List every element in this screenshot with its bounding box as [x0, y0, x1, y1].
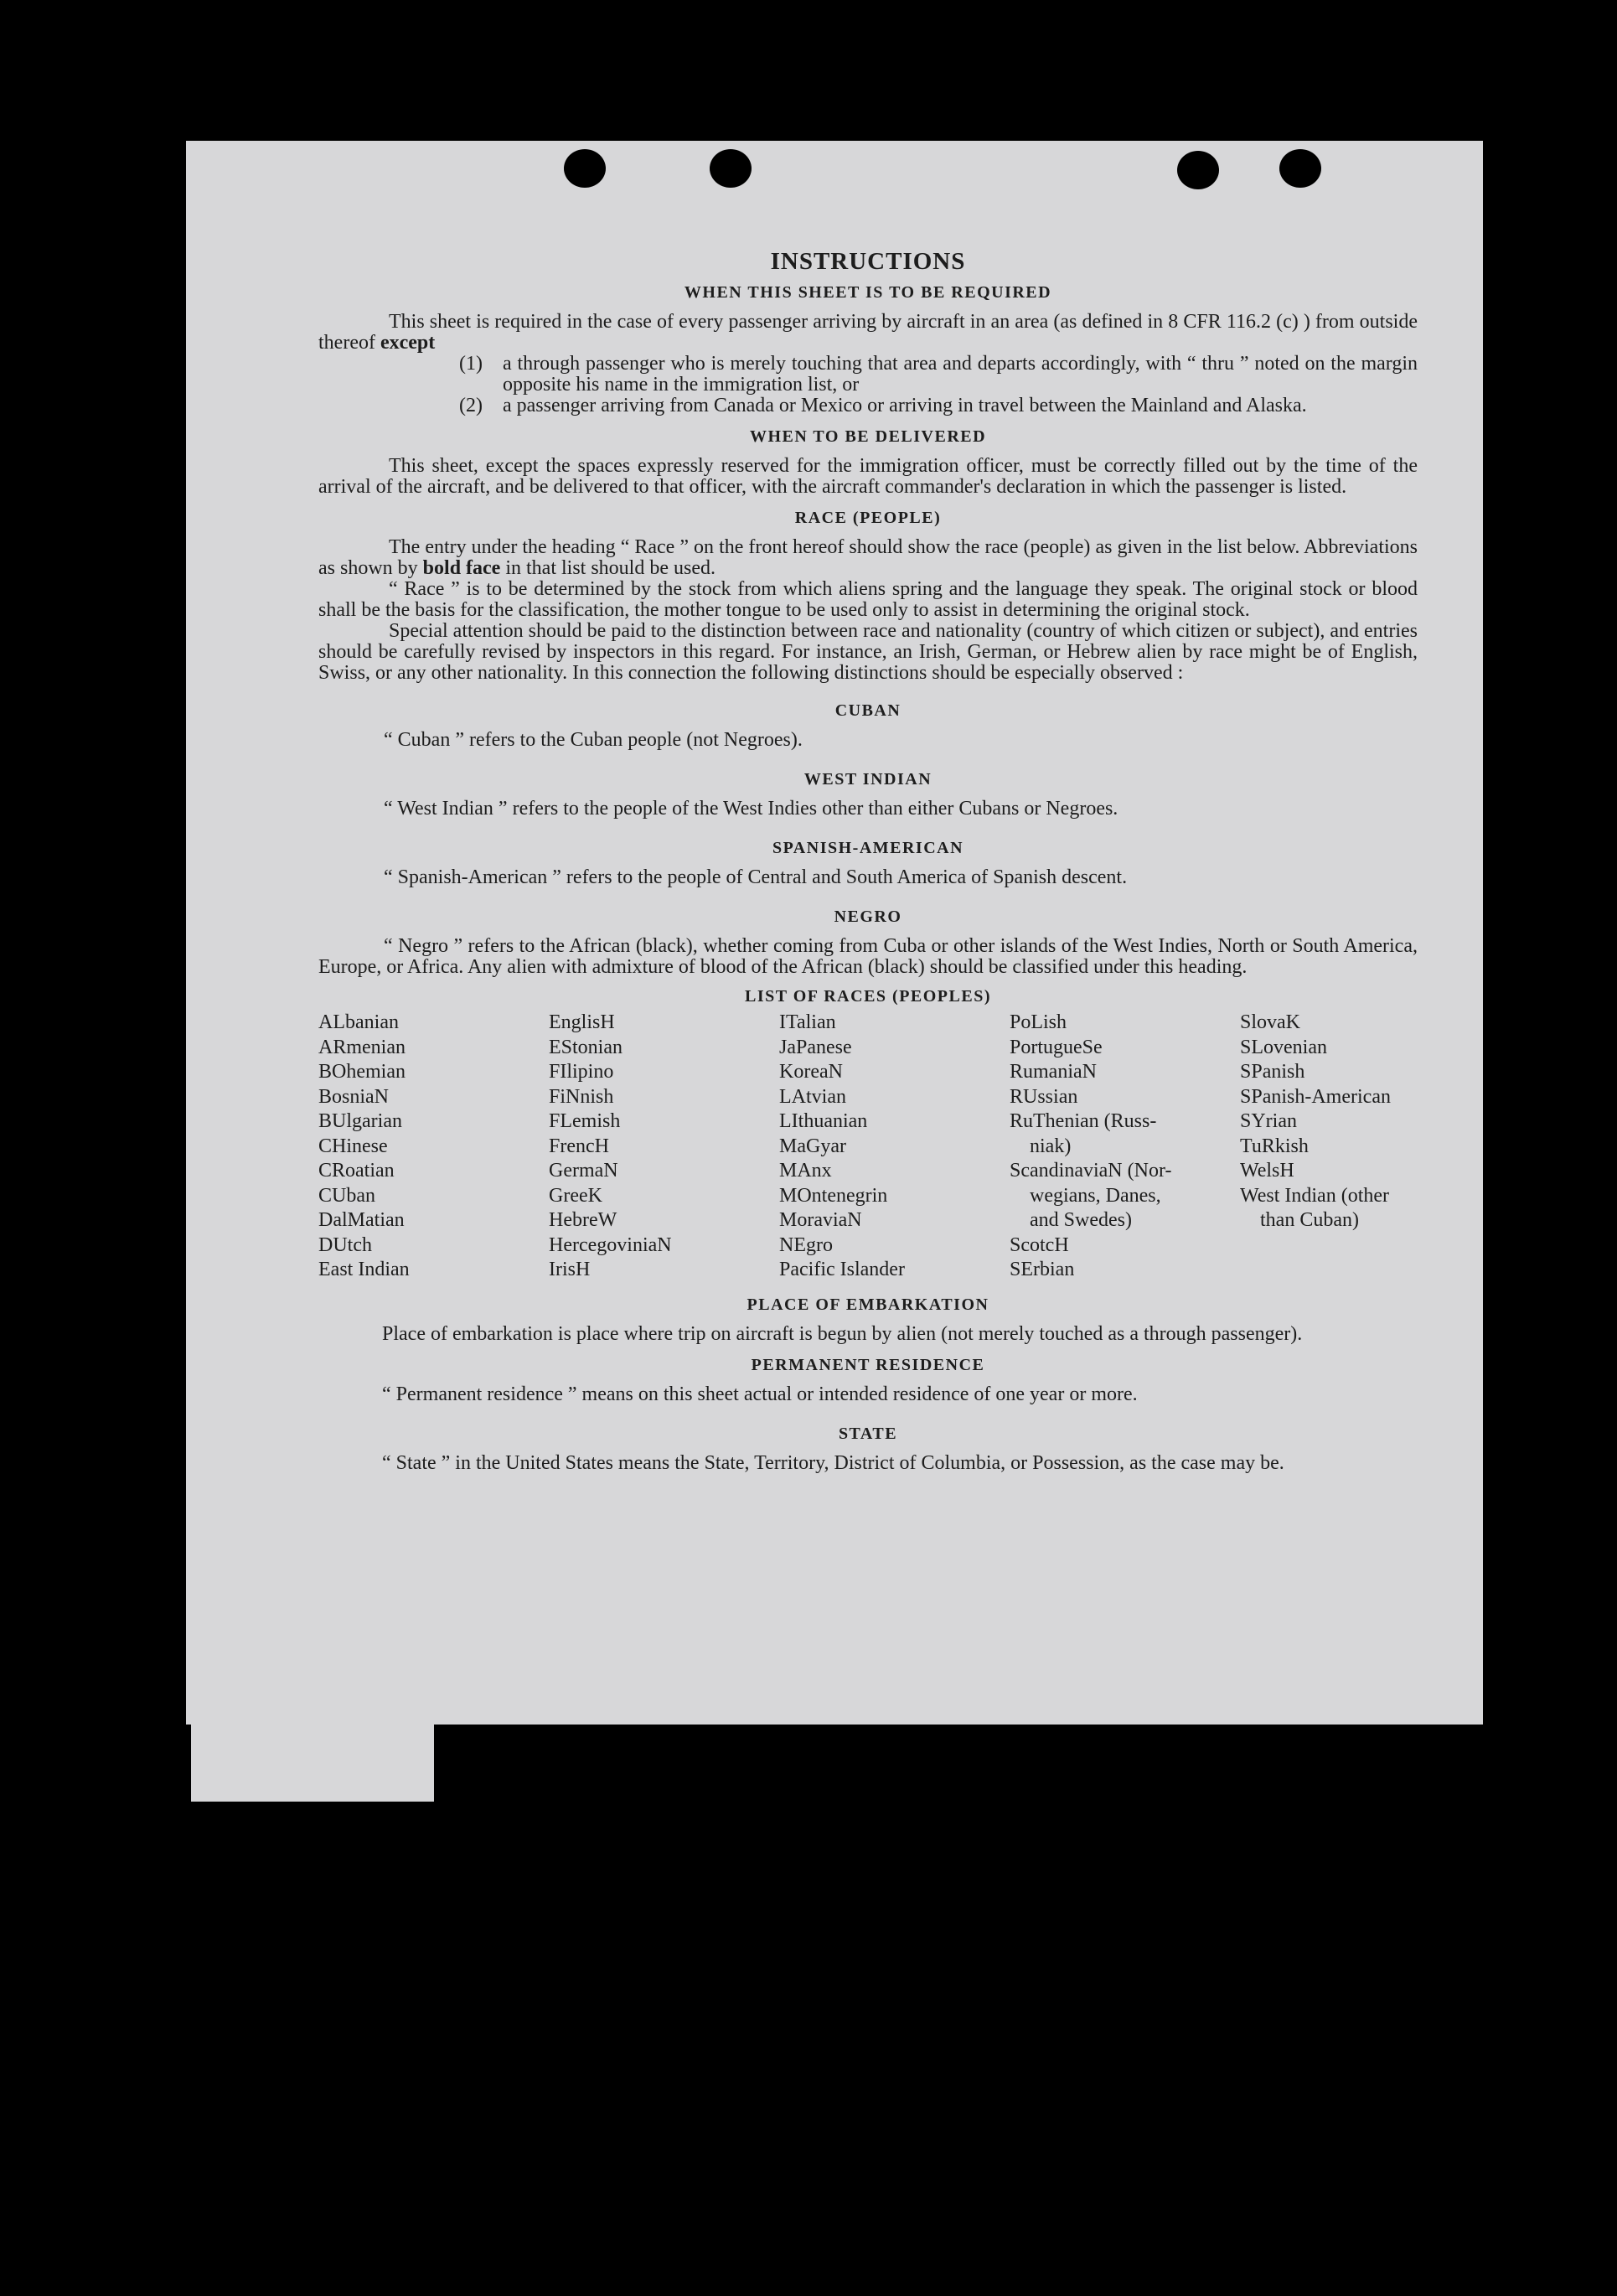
list-text: a passenger arriving from Canada or Mexico or arriving in travel between the Mainland and Alaska.	[503, 395, 1307, 416]
race-entry: ALbanian	[318, 1011, 399, 1033]
instructions-content	[318, 248, 1418, 1474]
race-entry: GermaN	[549, 1160, 618, 1182]
page-title: INSTRUCTIONS	[770, 248, 966, 275]
race-entry: WelsH	[1240, 1160, 1294, 1182]
negro-text: “ Negro ” refers to the African (black), whether coming from Cuba or other islands of the West Indies, North or South America, Europe, or Africa. Any alien with admixture of blood of the African (black) should be classified under this heading.	[318, 935, 1418, 978]
race-entry: West Indian (other	[1240, 1184, 1390, 1207]
heading-race: RACE (PEOPLE)	[794, 509, 942, 527]
race-entry: wegians, Danes,	[1030, 1184, 1161, 1207]
race-entry: NEgro	[779, 1233, 833, 1256]
race-entry: SErbian	[1010, 1259, 1075, 1280]
heading-west-indian: WEST INDIAN	[803, 770, 932, 789]
race-entry: MAnx	[779, 1160, 832, 1182]
list-number: (1)	[459, 353, 483, 375]
heading-when-required: WHEN THIS SHEET IS TO BE REQUIRED	[684, 283, 1052, 302]
race-entry: RumaniaN	[1010, 1061, 1097, 1083]
race-entry: EStonian	[549, 1036, 623, 1058]
race-entry: KoreaN	[779, 1061, 843, 1083]
race-entry: SlovaK	[1240, 1011, 1300, 1033]
race-entry: BOhemian	[318, 1061, 406, 1083]
race-entry: SYrian	[1240, 1110, 1297, 1132]
race-entry: FLemish	[549, 1110, 621, 1132]
race-paragraph-3: Special attention should be paid to the distinction between race and nationality (country of which citizen or subject), and entries should be carefully revised by inspectors in this regard. For instance, an Irish, German, or Hebrew alien by race might be of English, Swiss, or any other nationality. In this connection the following distinctions should be especially observed :	[318, 620, 1418, 684]
punch-hole	[710, 149, 752, 188]
required-intro: This sheet is required in the case of every passenger arriving by aircraft in an area (as defined in 8 CFR 116.2 (c) ) from outside thereof except	[318, 311, 1418, 354]
race-column	[318, 1011, 549, 1283]
race-entry: BUlgarian	[318, 1110, 402, 1132]
race-entry: CHinese	[318, 1135, 388, 1157]
race-entry: ITalian	[779, 1011, 836, 1033]
list-item	[459, 396, 1418, 416]
race-entry: JaPanese	[779, 1036, 852, 1058]
spanish-american-text: “ Spanish-American ” refers to the people of Central and South America of Spanish descent.	[384, 866, 1128, 888]
race-entry: BosniaN	[318, 1085, 389, 1108]
race-entry: IrisH	[549, 1259, 591, 1280]
heading-negro: NEGRO	[834, 908, 902, 926]
race-entry: ARmenian	[318, 1036, 406, 1058]
race-paragraph-1: The entry under the heading “ Race ” on the front hereof should show the race (people) as given in the list below. Abbreviations as shown by bold face in that list should be used.	[318, 536, 1418, 579]
race-entry: EnglisH	[549, 1011, 615, 1033]
cuban-text: “ Cuban ” refers to the Cuban people (not Negroes).	[384, 729, 803, 751]
list-item	[459, 354, 1418, 396]
race-entry: HercegoviniaN	[549, 1233, 672, 1256]
race-entry: ScandinaviaN (Nor-	[1010, 1160, 1172, 1182]
race-entry: PoLish	[1010, 1011, 1067, 1033]
race-entry: SLovenian	[1240, 1036, 1327, 1058]
race-entry: DalMatian	[318, 1209, 405, 1231]
race-column	[549, 1011, 779, 1283]
punch-hole	[564, 149, 606, 188]
heading-permanent-residence: PERMANENT RESIDENCE	[751, 1355, 985, 1374]
embarkation-text: Place of embarkation is place where trip on aircraft is begun by alien (not merely touched as a through passenger).	[382, 1322, 1303, 1345]
heading-embarkation: PLACE OF EMBARKATION	[747, 1295, 989, 1314]
list-text: a through passenger who is merely touching that area and departs accordingly, with “ thru ” noted on the margin opposite his name in the immigration list, or	[503, 353, 1418, 396]
race-entry: GreeK	[549, 1184, 602, 1207]
race-column	[1010, 1011, 1240, 1283]
race-entry: PortugueSe	[1010, 1036, 1103, 1058]
race-entry: ScotcH	[1010, 1233, 1069, 1256]
race-entry: Pacific Islander	[779, 1259, 905, 1280]
race-entry: SPanish-American	[1240, 1085, 1391, 1108]
race-entry: RuThenian (Russ-	[1010, 1110, 1157, 1132]
race-entry: than Cuban)	[1260, 1209, 1359, 1231]
residence-text: “ Permanent residence ” means on this sheet actual or intended residence of one year or more.	[382, 1383, 1138, 1405]
race-entry: CRoatian	[318, 1160, 395, 1182]
punch-hole	[1177, 151, 1219, 189]
race-entry: East Indian	[318, 1259, 410, 1280]
race-entry: FiNnish	[549, 1085, 614, 1108]
punch-hole	[1279, 149, 1321, 188]
race-entry: DUtch	[318, 1233, 372, 1256]
race-entry: TuRkish	[1240, 1135, 1309, 1157]
race-column	[1240, 1011, 1418, 1283]
race-entry: niak)	[1030, 1135, 1072, 1157]
race-entry: MoraviaN	[779, 1209, 862, 1231]
state-text: “ State ” in the United States means the State, Territory, District of Columbia, or Possession, as the case may be.	[382, 1451, 1284, 1474]
sheet-torn-corner	[191, 1709, 434, 1802]
race-entry: LIthuanian	[779, 1110, 868, 1132]
race-entry: MOntenegrin	[779, 1184, 888, 1207]
heading-spanish-american: SPANISH-AMERICAN	[772, 839, 964, 857]
race-entry: LAtvian	[779, 1085, 846, 1108]
race-entry: CUban	[318, 1184, 375, 1207]
race-entry: and Swedes)	[1030, 1209, 1132, 1231]
race-column	[779, 1011, 1010, 1283]
list-number: (2)	[459, 395, 483, 416]
race-paragraph-2: “ Race ” is to be determined by the stock from which aliens spring and the language they speak. The original stock or blood shall be the basis for the classification, the mother tongue to be used only to assist in determining the original stock.	[318, 578, 1418, 621]
race-entry: HebreW	[549, 1209, 617, 1231]
heading-state: STATE	[838, 1424, 898, 1443]
race-entry: MaGyar	[779, 1135, 846, 1157]
delivered-text: This sheet, except the spaces expressly reserved for the immigration officer, must be correctly filled out by the time of the arrival of the aircraft, and be delivered to that officer, with the aircraft commander's declaration in which the passenger is listed.	[318, 455, 1418, 498]
heading-cuban: CUBAN	[834, 701, 901, 720]
race-entry: FIlipino	[549, 1061, 614, 1083]
west-indian-text: “ West Indian ” refers to the people of the West Indies other than either Cubans or Negroes.	[384, 798, 1118, 820]
race-entry: FrencH	[549, 1135, 609, 1157]
race-entry: SPanish	[1240, 1061, 1305, 1083]
heading-list-of-races: LIST OF RACES (PEOPLES)	[744, 987, 991, 1006]
heading-when-delivered: WHEN TO BE DELIVERED	[749, 427, 987, 446]
race-entry: RUssian	[1010, 1085, 1078, 1108]
race-list	[318, 1011, 1418, 1283]
